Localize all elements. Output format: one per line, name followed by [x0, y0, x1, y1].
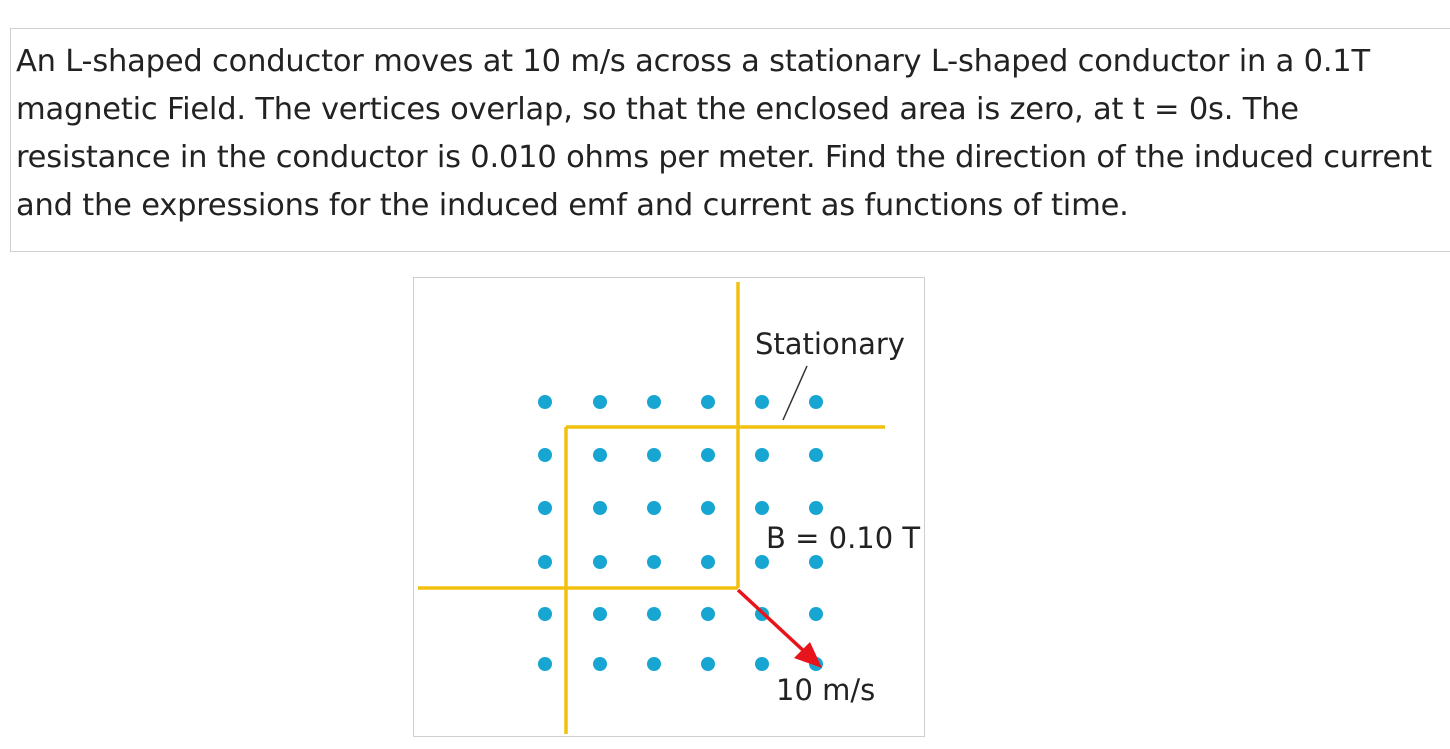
stationary-label: Stationary: [755, 327, 905, 361]
field-dot: [538, 657, 552, 671]
field-dot: [538, 607, 552, 621]
problem-statement: An L-shaped conductor moves at 10 m/s across a stationary L-shaped conductor in a 0.1T magnetic Field. The vertices overlap, so that the enclosed area is zero, at t = 0s. The resistance in the conductor is 0.010 ohms per meter. Find the direction of the induced current and the expressions for the induced emf and current as functions of time.: [16, 44, 1432, 223]
field-dot: [593, 657, 607, 671]
field-strength-label: B = 0.10 T: [766, 521, 921, 555]
field-dot: [593, 501, 607, 515]
field-dot: [701, 395, 715, 409]
velocity-arrow-shaft: [738, 590, 806, 653]
field-dot: [647, 448, 661, 462]
field-dot: [755, 555, 769, 569]
field-dot: [809, 448, 823, 462]
velocity-label: 10 m/s: [776, 673, 876, 707]
field-dot: [755, 395, 769, 409]
field-dot: [809, 555, 823, 569]
field-dot: [809, 607, 823, 621]
field-dot: [538, 501, 552, 515]
field-dot: [755, 657, 769, 671]
field-dot: [593, 607, 607, 621]
field-dot: [647, 657, 661, 671]
field-dot: [593, 555, 607, 569]
field-dot: [647, 395, 661, 409]
field-dot: [538, 555, 552, 569]
field-dot: [538, 448, 552, 462]
diagram-svg: [414, 278, 925, 737]
field-dot: [809, 501, 823, 515]
field-dot: [593, 395, 607, 409]
field-dot: [755, 448, 769, 462]
field-dot: [647, 501, 661, 515]
field-dot: [538, 395, 552, 409]
field-dot: [593, 448, 607, 462]
field-dot: [809, 395, 823, 409]
field-dot: [647, 607, 661, 621]
diagram-figure: [413, 277, 925, 737]
field-dot: [701, 657, 715, 671]
field-dot: [701, 607, 715, 621]
field-dot: [701, 555, 715, 569]
field-dot: [701, 448, 715, 462]
stationary-pointer-line: [783, 366, 807, 420]
field-dot: [701, 501, 715, 515]
field-dot: [647, 555, 661, 569]
field-dot: [755, 501, 769, 515]
